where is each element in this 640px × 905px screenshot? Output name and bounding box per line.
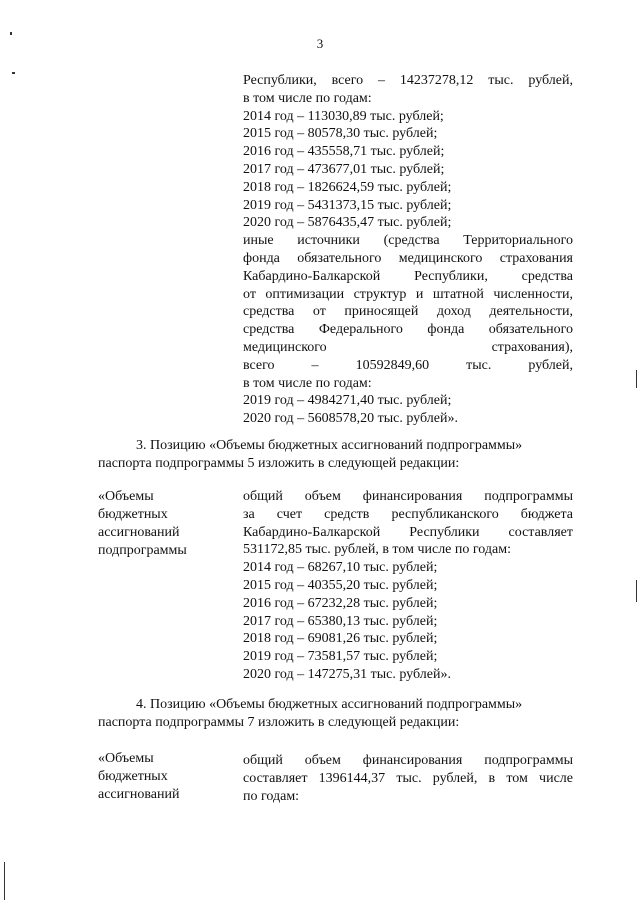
subprogram-7-label <box>98 750 238 804</box>
text-line: общий объем финансирования подпрограммы <box>243 753 573 768</box>
text-line: ассигнований <box>98 787 180 802</box>
text-line: по годам: <box>243 788 300 804</box>
text-line: 2018 год – 69081,26 тыс. рублей; <box>243 631 438 647</box>
page-number: 3 <box>316 36 324 51</box>
text-line: 2014 год – 68267,10 тыс. рублей; <box>243 560 438 576</box>
item-3-paragraph <box>98 437 578 473</box>
text-line: ассигнований <box>98 525 180 540</box>
text-line: 2019 год – 5431373,15 тыс. рублей; <box>243 197 452 213</box>
text-line: составляет 1396144,37 тыс. рублей, в том числе <box>243 770 573 786</box>
subprogram-7-funding-text <box>243 752 573 805</box>
text-line: 2020 год – 5608578,20 тыс. рублей». <box>243 411 458 427</box>
text-line: в том числе по годам: <box>243 90 372 106</box>
text-line: средства Федерального фонда обязательного <box>243 322 573 338</box>
text-line: 2019 год – 4984271,40 тыс. рублей; <box>243 393 452 409</box>
text-line: 2014 год – 113030,89 тыс. рублей; <box>243 108 444 124</box>
text-line: 3. Позицию «Объемы бюджетных ассигнований подпрограммы» <box>136 438 523 453</box>
subprogram-5-funding-text <box>243 488 573 684</box>
text-line: Кабардино-Балкарской Республики составляет <box>243 524 573 540</box>
text-line: медицинского страхования), <box>243 339 573 355</box>
text-line: общий объем финансирования подпрограммы <box>243 489 573 504</box>
text-line: 2016 год – 435558,71 тыс. рублей; <box>243 144 445 160</box>
text-line: 2019 год – 73581,57 тыс. рублей; <box>243 649 438 665</box>
text-line: 2017 год – 473677,01 тыс. рублей; <box>243 161 445 177</box>
funding-continuation-block <box>243 72 573 428</box>
text-line: фонда обязательного медицинского страхования <box>243 250 573 266</box>
text-line: всего – 10592849,60 тыс. рублей, <box>243 357 573 373</box>
text-line: 531172,85 тыс. рублей, в том числе по годам: <box>243 542 511 558</box>
scan-mark <box>12 72 15 74</box>
text-line: в том числе по годам: <box>243 375 372 391</box>
text-line: средства от приносящей доход деятельности, <box>243 304 573 320</box>
text-line: «Объемы <box>98 751 154 766</box>
scan-mark <box>10 32 12 35</box>
scan-mark <box>636 580 637 602</box>
text-line: «Объемы <box>98 489 154 504</box>
text-line: 2020 год – 5876435,47 тыс. рублей; <box>243 215 452 231</box>
text-line: 2016 год – 67232,28 тыс. рублей; <box>243 595 438 611</box>
text-line: 2017 год – 65380,13 тыс. рублей; <box>243 613 438 629</box>
text-line: за счет средств республиканского бюджета <box>243 506 573 522</box>
subprogram-5-label <box>98 488 238 560</box>
text-line: бюджетных <box>98 507 168 522</box>
text-line: 2015 год – 80578,30 тыс. рублей; <box>243 126 438 142</box>
text-line: Кабардино-Балкарской Республики, средства <box>243 268 573 284</box>
text-line: от оптимизации структур и штатной численности, <box>243 286 573 302</box>
text-line: иные источники (средства Территориального <box>243 233 573 249</box>
text-line: бюджетных <box>98 769 168 784</box>
text-line: 2020 год – 147275,31 тыс. рублей». <box>243 666 451 682</box>
scan-mark <box>4 862 5 900</box>
text-line: паспорта подпрограммы 7 изложить в следующей редакции: <box>98 715 460 730</box>
text-line: подпрограммы <box>98 543 187 558</box>
text-line: Республики, всего – 14237278,12 тыс. рублей, <box>243 73 573 88</box>
scan-mark <box>636 370 637 388</box>
text-line: 4. Позицию «Объемы бюджетных ассигнований подпрограммы» <box>136 697 523 712</box>
item-4-paragraph <box>98 696 578 732</box>
text-line: 2018 год – 1826624,59 тыс. рублей; <box>243 179 452 195</box>
text-line: паспорта подпрограммы 5 изложить в следующей редакции: <box>98 456 460 471</box>
text-line: 2015 год – 40355,20 тыс. рублей; <box>243 577 438 593</box>
